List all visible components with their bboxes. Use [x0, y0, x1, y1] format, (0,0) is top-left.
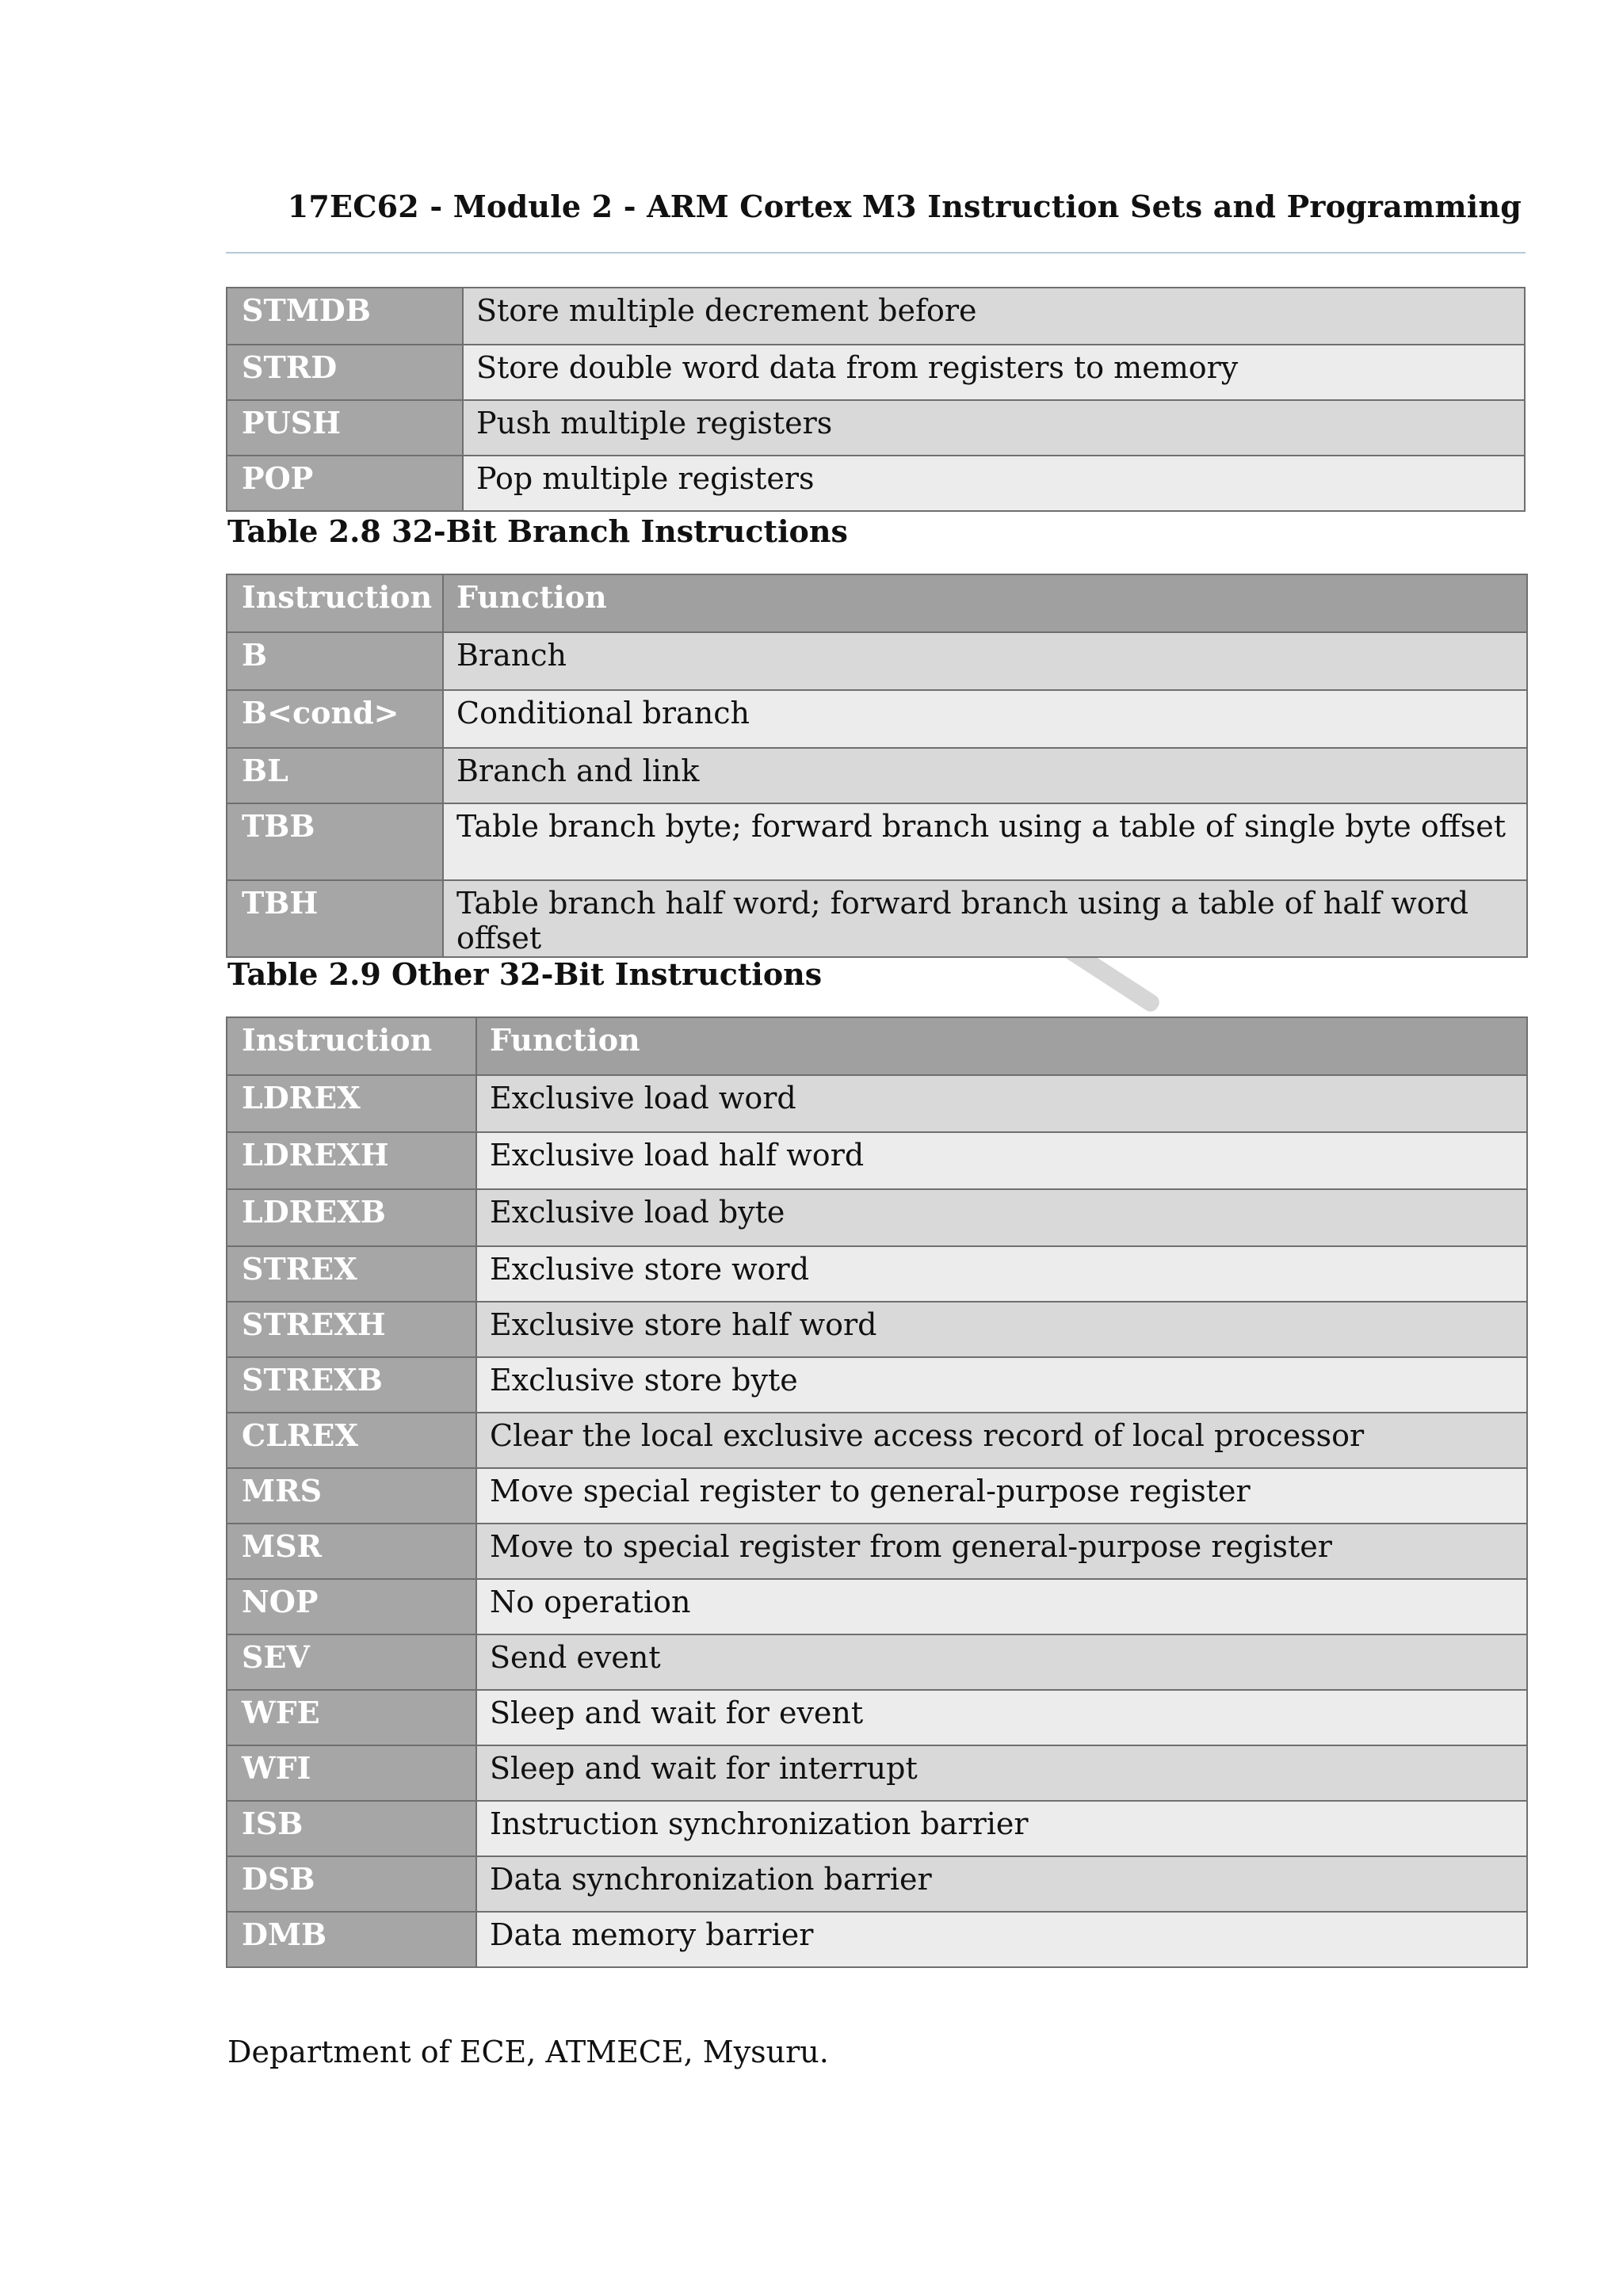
instruction-function: No operation [476, 1579, 1527, 1634]
table-row [227, 1801, 1527, 1856]
instruction-code: DMB [227, 1912, 476, 1967]
table-row [227, 1302, 1527, 1357]
instruction-function: Pop multiple registers [463, 456, 1525, 511]
table-row [227, 748, 1527, 803]
instruction-code: B [227, 632, 443, 690]
instruction-code: STREXB [227, 1357, 476, 1413]
instruction-function: Table branch byte; forward branch using a table of single byte offset [443, 803, 1527, 880]
table-row [227, 1075, 1527, 1132]
instruction-code: LDREXB [227, 1189, 476, 1246]
table-row [227, 1524, 1527, 1579]
page-footer: Department of ECE, ATMECE, Mysuru. [227, 2035, 829, 2069]
instruction-code: STREXH [227, 1302, 476, 1357]
table-row [227, 803, 1527, 880]
instruction-column-header: Instruction [227, 1017, 476, 1075]
instruction-code: SEV [227, 1634, 476, 1690]
instruction-code: NOP [227, 1579, 476, 1634]
instruction-code: LDREXH [227, 1132, 476, 1189]
instruction-code: CLREX [227, 1413, 476, 1468]
table-row [227, 1912, 1527, 1967]
continued-instruction-table [226, 287, 1526, 512]
table-row [227, 288, 1525, 345]
table-row [227, 1189, 1527, 1246]
function-column-header: Function [443, 574, 1527, 632]
instruction-code: DSB [227, 1856, 476, 1912]
other-instructions-table [226, 1016, 1528, 1968]
instruction-function: Table branch half word; forward branch using a table of half word offset [443, 880, 1527, 957]
table-row [227, 1690, 1527, 1745]
instruction-function: Branch [443, 632, 1527, 690]
instruction-function: Sleep and wait for interrupt [476, 1745, 1527, 1801]
instruction-function: Branch and link [443, 748, 1527, 803]
table-row [227, 1246, 1527, 1302]
instruction-function: Exclusive load half word [476, 1132, 1527, 1189]
instruction-function: Data memory barrier [476, 1912, 1527, 1967]
instruction-code: TBH [227, 880, 443, 957]
instruction-code: TBB [227, 803, 443, 880]
instruction-function: Exclusive store byte [476, 1357, 1527, 1413]
instruction-function: Exclusive store word [476, 1246, 1527, 1302]
instruction-code: MRS [227, 1468, 476, 1524]
table-row [227, 880, 1527, 957]
instruction-column-header: Instruction [227, 574, 443, 632]
instruction-code: ISB [227, 1801, 476, 1856]
branch-instructions-table [226, 574, 1528, 958]
table-header-row [227, 1017, 1527, 1075]
function-column-header: Function [476, 1017, 1527, 1075]
instruction-function: Sleep and wait for event [476, 1690, 1527, 1745]
instruction-code: STRD [227, 345, 463, 400]
instruction-function: Data synchronization barrier [476, 1856, 1527, 1912]
page-header: 17EC62 - Module 2 - ARM Cortex M3 Instruction Sets and Programming [287, 189, 1522, 224]
table-row [227, 1856, 1527, 1912]
table-row [227, 1132, 1527, 1189]
instruction-function: Store double word data from registers to memory [463, 345, 1525, 400]
instruction-code: POP [227, 456, 463, 511]
table-header-row [227, 574, 1527, 632]
instruction-code: STMDB [227, 288, 463, 345]
other-table-caption: Table 2.9 Other 32-Bit Instructions [227, 956, 823, 992]
instruction-function: Instruction synchronization barrier [476, 1801, 1527, 1856]
table-row [227, 1579, 1527, 1634]
table-row [227, 1468, 1527, 1524]
instruction-function: Push multiple registers [463, 400, 1525, 456]
table-row [227, 456, 1525, 511]
instruction-code: WFE [227, 1690, 476, 1745]
table-row [227, 345, 1525, 400]
instruction-function: Exclusive load word [476, 1075, 1527, 1132]
instruction-function: Store multiple decrement before [463, 288, 1525, 345]
table-row [227, 1634, 1527, 1690]
table-row [227, 632, 1527, 690]
header-divider [226, 252, 1526, 254]
instruction-function: Conditional branch [443, 690, 1527, 748]
instruction-code: WFI [227, 1745, 476, 1801]
instruction-code: PUSH [227, 400, 463, 456]
instruction-function: Move special register to general-purpose register [476, 1468, 1527, 1524]
branch-table-caption: Table 2.8 32-Bit Branch Instructions [227, 513, 848, 549]
table-row [227, 1745, 1527, 1801]
instruction-function: Move to special register from general-purpose register [476, 1524, 1527, 1579]
instruction-code: B<cond> [227, 690, 443, 748]
instruction-code: STREX [227, 1246, 476, 1302]
table-row [227, 1357, 1527, 1413]
instruction-function: Send event [476, 1634, 1527, 1690]
instruction-function: Clear the local exclusive access record of local processor [476, 1413, 1527, 1468]
table-row [227, 690, 1527, 748]
table-row [227, 1413, 1527, 1468]
instruction-code: LDREX [227, 1075, 476, 1132]
instruction-function: Exclusive store half word [476, 1302, 1527, 1357]
instruction-code: BL [227, 748, 443, 803]
table-row [227, 400, 1525, 456]
instruction-code: MSR [227, 1524, 476, 1579]
instruction-function: Exclusive load byte [476, 1189, 1527, 1246]
